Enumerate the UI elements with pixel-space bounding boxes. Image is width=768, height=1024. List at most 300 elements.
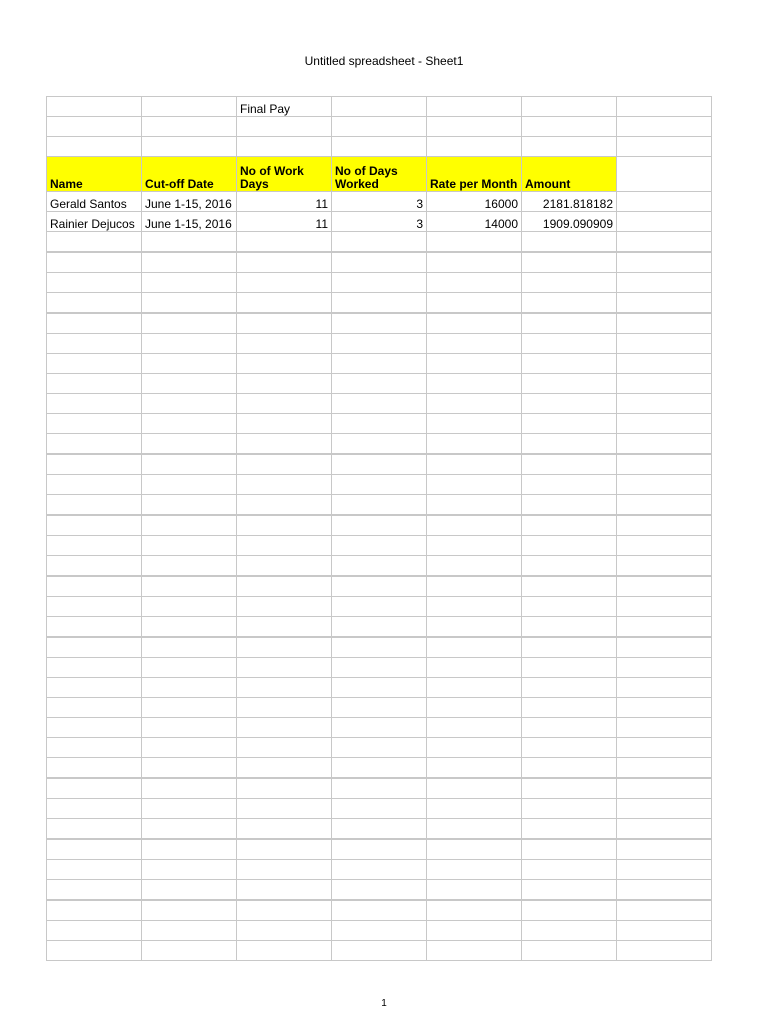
cell[interactable] bbox=[47, 137, 142, 157]
cell[interactable] bbox=[427, 698, 522, 718]
cell[interactable] bbox=[142, 860, 237, 880]
cell[interactable] bbox=[522, 273, 617, 293]
cell[interactable] bbox=[47, 556, 142, 577]
cell[interactable] bbox=[617, 921, 712, 941]
empty-row bbox=[47, 819, 712, 840]
cell[interactable] bbox=[522, 819, 617, 840]
cell[interactable] bbox=[47, 617, 142, 638]
cell[interactable] bbox=[617, 637, 712, 658]
cell[interactable] bbox=[237, 738, 332, 758]
cell[interactable] bbox=[617, 137, 712, 157]
cell[interactable] bbox=[427, 617, 522, 638]
cell[interactable] bbox=[427, 232, 522, 253]
cell[interactable] bbox=[617, 819, 712, 840]
empty-row bbox=[47, 475, 712, 495]
cell[interactable] bbox=[427, 758, 522, 779]
cell[interactable] bbox=[522, 394, 617, 414]
cell[interactable] bbox=[617, 475, 712, 495]
cell[interactable] bbox=[617, 97, 712, 117]
cell[interactable] bbox=[237, 515, 332, 536]
cell[interactable] bbox=[522, 698, 617, 718]
cell[interactable] bbox=[47, 576, 142, 597]
cell[interactable] bbox=[427, 839, 522, 860]
cell[interactable] bbox=[617, 157, 712, 192]
cell[interactable] bbox=[427, 334, 522, 354]
cell[interactable] bbox=[237, 617, 332, 638]
cell[interactable] bbox=[332, 839, 427, 860]
cell[interactable] bbox=[237, 658, 332, 678]
cell[interactable] bbox=[617, 374, 712, 394]
cell[interactable] bbox=[47, 454, 142, 475]
cell[interactable] bbox=[427, 778, 522, 799]
cell[interactable] bbox=[237, 758, 332, 779]
cell[interactable] bbox=[332, 778, 427, 799]
cell[interactable] bbox=[47, 414, 142, 434]
cell[interactable] bbox=[427, 97, 522, 117]
cell[interactable] bbox=[427, 252, 522, 273]
cell[interactable] bbox=[332, 921, 427, 941]
cell[interactable] bbox=[237, 880, 332, 901]
cell[interactable] bbox=[427, 374, 522, 394]
cell[interactable] bbox=[237, 839, 332, 860]
cell[interactable] bbox=[237, 778, 332, 799]
cell[interactable] bbox=[522, 334, 617, 354]
cell[interactable] bbox=[47, 394, 142, 414]
cell[interactable] bbox=[617, 718, 712, 738]
cell[interactable] bbox=[522, 658, 617, 678]
cell[interactable] bbox=[427, 475, 522, 495]
cell[interactable] bbox=[142, 819, 237, 840]
header-days-worked[interactable]: No of Days Worked bbox=[332, 157, 427, 192]
cell[interactable] bbox=[427, 414, 522, 434]
name-cell[interactable]: Gerald Santos bbox=[47, 192, 142, 212]
cell[interactable] bbox=[522, 293, 617, 314]
cell[interactable] bbox=[142, 232, 237, 253]
cell[interactable] bbox=[237, 576, 332, 597]
cell[interactable] bbox=[617, 678, 712, 698]
cell[interactable] bbox=[617, 313, 712, 334]
cell[interactable] bbox=[522, 839, 617, 860]
cell[interactable] bbox=[47, 313, 142, 334]
amount-cell[interactable]: 1909.090909 bbox=[522, 212, 617, 232]
cell[interactable] bbox=[332, 597, 427, 617]
cell[interactable] bbox=[142, 117, 237, 137]
cell[interactable] bbox=[427, 860, 522, 880]
cell[interactable] bbox=[332, 941, 427, 961]
cell[interactable] bbox=[427, 658, 522, 678]
cell[interactable] bbox=[522, 758, 617, 779]
cell[interactable] bbox=[522, 799, 617, 819]
cell[interactable] bbox=[142, 698, 237, 718]
cell[interactable] bbox=[237, 334, 332, 354]
cell[interactable] bbox=[427, 597, 522, 617]
cell[interactable] bbox=[617, 536, 712, 556]
days-worked-cell[interactable]: 3 bbox=[332, 212, 427, 232]
cell[interactable] bbox=[332, 137, 427, 157]
cell[interactable] bbox=[617, 495, 712, 516]
cell[interactable] bbox=[142, 434, 237, 455]
cell[interactable] bbox=[142, 718, 237, 738]
cell[interactable] bbox=[47, 374, 142, 394]
cell[interactable] bbox=[237, 921, 332, 941]
cell[interactable] bbox=[237, 252, 332, 273]
cell[interactable] bbox=[332, 252, 427, 273]
cell[interactable] bbox=[522, 597, 617, 617]
page-number: 1 bbox=[381, 998, 387, 1009]
cell[interactable] bbox=[427, 515, 522, 536]
cell[interactable] bbox=[617, 293, 712, 314]
cell[interactable] bbox=[522, 617, 617, 638]
cell[interactable] bbox=[142, 475, 237, 495]
cell[interactable] bbox=[237, 819, 332, 840]
cell[interactable] bbox=[617, 658, 712, 678]
cell[interactable] bbox=[237, 637, 332, 658]
cell[interactable] bbox=[237, 414, 332, 434]
cell[interactable] bbox=[427, 536, 522, 556]
cell[interactable] bbox=[47, 900, 142, 921]
cell[interactable] bbox=[47, 758, 142, 779]
cell[interactable] bbox=[427, 495, 522, 516]
cell[interactable] bbox=[332, 117, 427, 137]
cell[interactable] bbox=[142, 658, 237, 678]
cell[interactable] bbox=[617, 212, 712, 232]
cell[interactable] bbox=[617, 454, 712, 475]
cell[interactable] bbox=[522, 941, 617, 961]
cutoff-date-cell[interactable]: June 1-15, 2016 bbox=[142, 212, 237, 232]
cell[interactable] bbox=[237, 434, 332, 455]
cell[interactable] bbox=[427, 941, 522, 961]
cell[interactable] bbox=[47, 97, 142, 117]
cell[interactable] bbox=[617, 860, 712, 880]
cell[interactable] bbox=[47, 778, 142, 799]
cell[interactable] bbox=[522, 637, 617, 658]
cell[interactable] bbox=[142, 394, 237, 414]
cell[interactable] bbox=[47, 354, 142, 374]
cell[interactable] bbox=[142, 617, 237, 638]
cell[interactable] bbox=[332, 698, 427, 718]
cell[interactable] bbox=[427, 819, 522, 840]
cell[interactable] bbox=[47, 799, 142, 819]
cell[interactable] bbox=[142, 414, 237, 434]
cell[interactable] bbox=[427, 293, 522, 314]
cell[interactable] bbox=[522, 860, 617, 880]
cell[interactable] bbox=[142, 374, 237, 394]
cell[interactable] bbox=[617, 414, 712, 434]
cell[interactable] bbox=[332, 536, 427, 556]
cell[interactable] bbox=[47, 232, 142, 253]
cell[interactable] bbox=[617, 900, 712, 921]
cell[interactable] bbox=[522, 576, 617, 597]
cell[interactable] bbox=[47, 718, 142, 738]
cutoff-date-cell[interactable]: June 1-15, 2016 bbox=[142, 192, 237, 212]
cell[interactable] bbox=[47, 117, 142, 137]
cell[interactable] bbox=[142, 758, 237, 779]
empty-row bbox=[47, 718, 712, 738]
cell[interactable] bbox=[332, 293, 427, 314]
cell[interactable] bbox=[47, 921, 142, 941]
cell[interactable] bbox=[332, 617, 427, 638]
cell[interactable] bbox=[617, 252, 712, 273]
cell[interactable] bbox=[332, 414, 427, 434]
cell[interactable] bbox=[522, 374, 617, 394]
cell[interactable] bbox=[427, 117, 522, 137]
cell[interactable] bbox=[237, 718, 332, 738]
cell[interactable] bbox=[522, 434, 617, 455]
cell[interactable] bbox=[332, 576, 427, 597]
cell[interactable] bbox=[427, 738, 522, 758]
cell[interactable] bbox=[237, 860, 332, 880]
cell[interactable] bbox=[522, 475, 617, 495]
cell[interactable] bbox=[427, 718, 522, 738]
cell[interactable] bbox=[142, 334, 237, 354]
cell[interactable] bbox=[522, 718, 617, 738]
empty-row bbox=[47, 556, 712, 577]
amount-cell[interactable]: 2181.818182 bbox=[522, 192, 617, 212]
cell[interactable] bbox=[332, 515, 427, 536]
cell[interactable] bbox=[237, 137, 332, 157]
cell[interactable] bbox=[142, 495, 237, 516]
cell[interactable] bbox=[47, 293, 142, 314]
cell[interactable] bbox=[142, 313, 237, 334]
cell[interactable] bbox=[427, 313, 522, 334]
cell[interactable] bbox=[427, 394, 522, 414]
cell[interactable] bbox=[427, 880, 522, 901]
cell[interactable] bbox=[237, 374, 332, 394]
cell[interactable] bbox=[47, 475, 142, 495]
cell[interactable] bbox=[332, 454, 427, 475]
cell[interactable] bbox=[522, 495, 617, 516]
cell[interactable] bbox=[332, 758, 427, 779]
cell[interactable] bbox=[522, 536, 617, 556]
cell[interactable] bbox=[427, 273, 522, 293]
cell[interactable] bbox=[522, 117, 617, 137]
cell[interactable] bbox=[332, 232, 427, 253]
cell[interactable] bbox=[617, 941, 712, 961]
cell[interactable] bbox=[617, 556, 712, 577]
cell[interactable] bbox=[332, 475, 427, 495]
cell[interactable] bbox=[522, 921, 617, 941]
cell[interactable] bbox=[47, 839, 142, 860]
final-pay-label[interactable]: Final Pay bbox=[237, 97, 332, 117]
cell[interactable] bbox=[617, 394, 712, 414]
cell[interactable] bbox=[617, 434, 712, 455]
cell[interactable] bbox=[142, 252, 237, 273]
cell[interactable] bbox=[237, 454, 332, 475]
cell[interactable] bbox=[332, 354, 427, 374]
cell[interactable] bbox=[427, 678, 522, 698]
cell[interactable] bbox=[427, 354, 522, 374]
cell[interactable] bbox=[332, 738, 427, 758]
cell[interactable] bbox=[332, 374, 427, 394]
cell[interactable] bbox=[142, 678, 237, 698]
cell[interactable] bbox=[617, 232, 712, 253]
cell[interactable] bbox=[522, 880, 617, 901]
cell[interactable] bbox=[237, 556, 332, 577]
cell[interactable] bbox=[47, 434, 142, 455]
cell[interactable] bbox=[522, 414, 617, 434]
cell[interactable] bbox=[237, 941, 332, 961]
cell[interactable] bbox=[142, 293, 237, 314]
cell[interactable] bbox=[237, 273, 332, 293]
cell[interactable] bbox=[617, 880, 712, 901]
cell[interactable] bbox=[47, 515, 142, 536]
cell[interactable] bbox=[332, 799, 427, 819]
cell[interactable] bbox=[522, 515, 617, 536]
cell[interactable] bbox=[522, 313, 617, 334]
cell[interactable] bbox=[142, 941, 237, 961]
cell[interactable] bbox=[237, 354, 332, 374]
header-name[interactable]: Name bbox=[47, 157, 142, 192]
cell[interactable] bbox=[332, 434, 427, 455]
cell[interactable] bbox=[617, 698, 712, 718]
cell[interactable] bbox=[142, 880, 237, 901]
cell[interactable] bbox=[617, 778, 712, 799]
cell[interactable] bbox=[47, 495, 142, 516]
cell[interactable] bbox=[47, 597, 142, 617]
cell[interactable] bbox=[142, 536, 237, 556]
cell[interactable] bbox=[237, 799, 332, 819]
name-cell[interactable]: Rainier Dejucos bbox=[47, 212, 142, 232]
cell[interactable] bbox=[142, 273, 237, 293]
cell[interactable] bbox=[332, 556, 427, 577]
cell[interactable] bbox=[237, 394, 332, 414]
header-rate-per-month[interactable]: Rate per Month bbox=[427, 157, 522, 192]
cell[interactable] bbox=[617, 515, 712, 536]
cell[interactable] bbox=[617, 617, 712, 638]
cell[interactable] bbox=[427, 637, 522, 658]
cell[interactable] bbox=[332, 819, 427, 840]
cell[interactable] bbox=[617, 117, 712, 137]
cell[interactable] bbox=[522, 900, 617, 921]
cell[interactable] bbox=[617, 758, 712, 779]
cell[interactable] bbox=[427, 900, 522, 921]
cell[interactable] bbox=[427, 799, 522, 819]
cell[interactable] bbox=[47, 698, 142, 718]
cell[interactable] bbox=[427, 137, 522, 157]
cell[interactable] bbox=[237, 678, 332, 698]
cell[interactable] bbox=[142, 799, 237, 819]
cell[interactable] bbox=[237, 698, 332, 718]
cell[interactable] bbox=[47, 658, 142, 678]
header-amount[interactable]: Amount bbox=[522, 157, 617, 192]
cell[interactable] bbox=[142, 900, 237, 921]
cell[interactable] bbox=[522, 97, 617, 117]
cell[interactable] bbox=[617, 192, 712, 212]
cell[interactable] bbox=[142, 839, 237, 860]
cell[interactable] bbox=[522, 137, 617, 157]
cell[interactable] bbox=[237, 232, 332, 253]
rate-cell[interactable]: 14000 bbox=[427, 212, 522, 232]
cell[interactable] bbox=[522, 556, 617, 577]
cell[interactable] bbox=[237, 313, 332, 334]
header-work-days[interactable]: No of Work Days bbox=[237, 157, 332, 192]
cell[interactable] bbox=[142, 354, 237, 374]
cell[interactable] bbox=[332, 658, 427, 678]
cell[interactable] bbox=[332, 900, 427, 921]
cell[interactable] bbox=[522, 454, 617, 475]
cell[interactable] bbox=[47, 273, 142, 293]
cell[interactable] bbox=[427, 434, 522, 455]
cell[interactable] bbox=[237, 117, 332, 137]
cell[interactable] bbox=[332, 495, 427, 516]
cell[interactable] bbox=[142, 921, 237, 941]
cell[interactable] bbox=[332, 860, 427, 880]
cell[interactable] bbox=[47, 880, 142, 901]
cell[interactable] bbox=[47, 819, 142, 840]
cell[interactable] bbox=[522, 354, 617, 374]
cell[interactable] bbox=[617, 576, 712, 597]
cell[interactable] bbox=[142, 137, 237, 157]
cell[interactable] bbox=[237, 536, 332, 556]
header-cutoff-date[interactable]: Cut-off Date bbox=[142, 157, 237, 192]
cell[interactable] bbox=[142, 515, 237, 536]
cell[interactable] bbox=[237, 293, 332, 314]
cell[interactable] bbox=[142, 597, 237, 617]
cell[interactable] bbox=[142, 738, 237, 758]
cell[interactable] bbox=[427, 921, 522, 941]
cell[interactable] bbox=[142, 576, 237, 597]
days-worked-cell[interactable]: 3 bbox=[332, 192, 427, 212]
cell[interactable] bbox=[237, 475, 332, 495]
cell[interactable] bbox=[237, 900, 332, 921]
cell[interactable] bbox=[617, 738, 712, 758]
cell[interactable] bbox=[522, 252, 617, 273]
cell[interactable] bbox=[332, 313, 427, 334]
cell[interactable] bbox=[617, 354, 712, 374]
cell[interactable] bbox=[522, 232, 617, 253]
cell[interactable] bbox=[522, 678, 617, 698]
cell[interactable] bbox=[142, 778, 237, 799]
cell[interactable] bbox=[332, 678, 427, 698]
cell[interactable] bbox=[617, 597, 712, 617]
cell[interactable] bbox=[522, 778, 617, 799]
cell[interactable] bbox=[142, 556, 237, 577]
cell[interactable] bbox=[427, 556, 522, 577]
cell[interactable] bbox=[522, 738, 617, 758]
cell[interactable] bbox=[47, 860, 142, 880]
cell[interactable] bbox=[142, 637, 237, 658]
cell[interactable] bbox=[142, 97, 237, 117]
cell[interactable] bbox=[617, 799, 712, 819]
cell[interactable] bbox=[47, 941, 142, 961]
cell[interactable] bbox=[237, 597, 332, 617]
cell[interactable] bbox=[332, 97, 427, 117]
cell[interactable] bbox=[427, 576, 522, 597]
cell[interactable] bbox=[332, 394, 427, 414]
cell[interactable] bbox=[237, 495, 332, 516]
cell[interactable] bbox=[47, 738, 142, 758]
cell[interactable] bbox=[332, 334, 427, 354]
cell[interactable] bbox=[47, 252, 142, 273]
cell[interactable] bbox=[427, 454, 522, 475]
cell[interactable] bbox=[617, 839, 712, 860]
work-days-cell[interactable]: 11 bbox=[237, 192, 332, 212]
cell[interactable] bbox=[332, 637, 427, 658]
cell[interactable] bbox=[47, 678, 142, 698]
rate-cell[interactable]: 16000 bbox=[427, 192, 522, 212]
cell[interactable] bbox=[47, 536, 142, 556]
cell[interactable] bbox=[47, 637, 142, 658]
work-days-cell[interactable]: 11 bbox=[237, 212, 332, 232]
cell[interactable] bbox=[617, 334, 712, 354]
cell[interactable] bbox=[617, 273, 712, 293]
cell[interactable] bbox=[332, 718, 427, 738]
empty-row bbox=[47, 637, 712, 658]
cell[interactable] bbox=[332, 880, 427, 901]
cell[interactable] bbox=[332, 273, 427, 293]
cell[interactable] bbox=[142, 454, 237, 475]
cell[interactable] bbox=[47, 334, 142, 354]
